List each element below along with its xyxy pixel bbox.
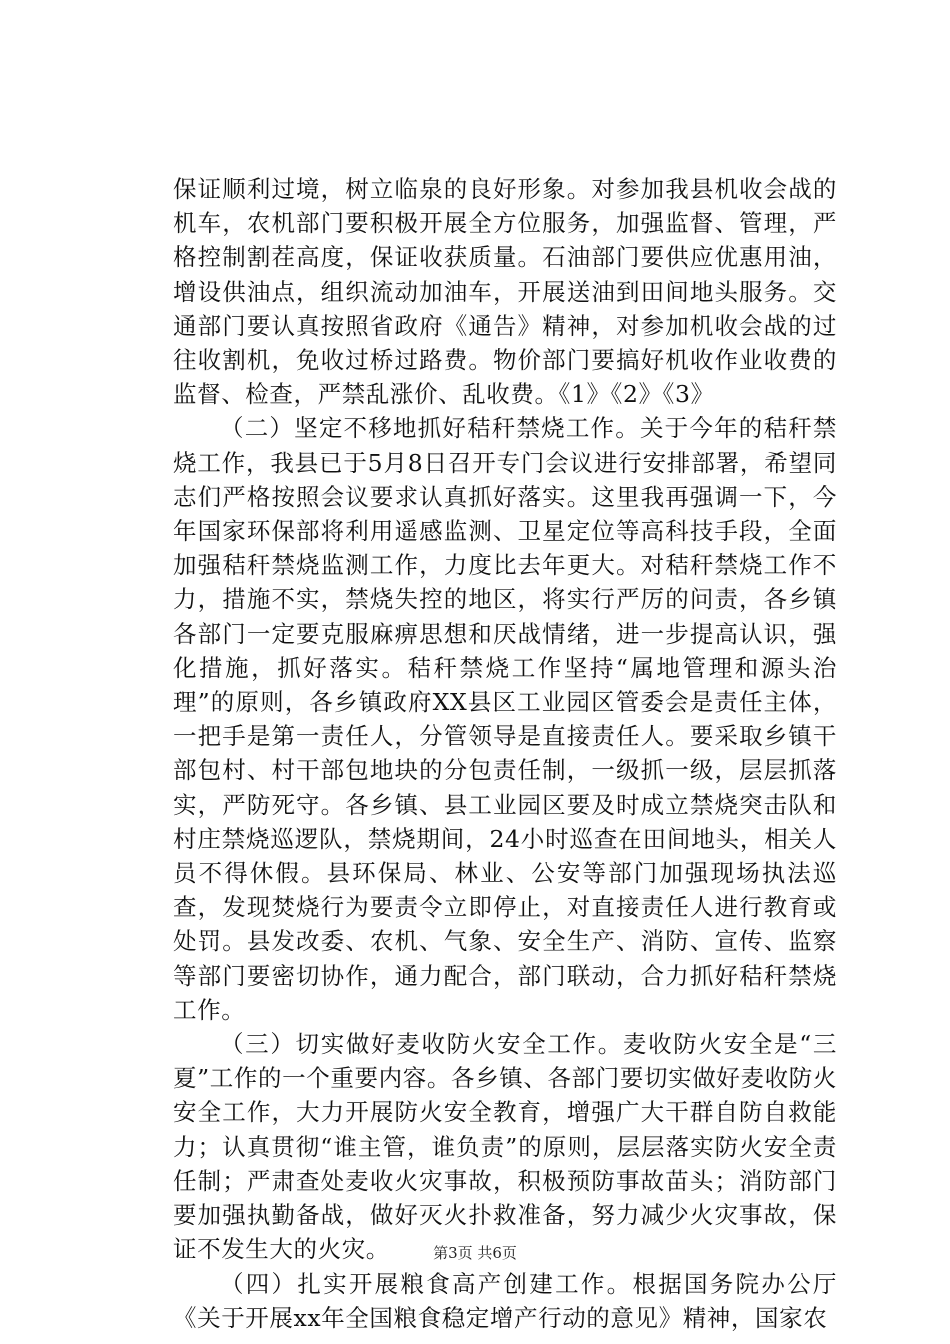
paragraph-2: （二）坚定不移地抓好秸秆禁烧工作。关于今年的秸秆禁烧工作，我县已于5月8日召开专门会议进行安排部署，希望同志们严格按照会议要求认真抓好落实。这里我再强调一下，今年国家环保部将利用遥感监测、卫星定位等高科技手段，全面加强秸秆禁烧监测工作，力度比去年更大。对秸秆禁烧工作不力，措施不实，禁烧失控的地区，将实行严厉的问责，各乡镇各部门一定要克服麻痹思想和厌战情绪，进一步提高认识，强化措施，抓好落实。秸秆禁烧工作坚持“属地管理和源头治理”的原则，各乡镇政府XX县区工业园区管委会是责任主体，一把手是第一责任人，分管领导是直接责任人。要采取乡镇干部包村、村干部包地块的分包责任制，一级抓一级，层层抓落实，严防死守。各乡镇、县工业园区要及时成立禁烧突击队和村庄禁烧巡逻队，禁烧期间，24小时巡查在田间地头，相关人员不得休假。县环保局、林业、公安等部门加强现场执法巡查，发现焚烧行为要责令立即停止，对直接责任人进行教育或处罚。县发改委、农机、气象、安全生产、消防、宣传、监察等部门要密切协作，通力配合，部门联动，合力抓好秸秆禁烧工作。 (173, 414, 837, 1024)
paragraph-1: 保证顺利过境，树立临泉的良好形象。对参加我县机收会战的机车，农机部门要积极开展全方位服务，加强监督、管理，严格控制割茬高度，保证收获质量。石油部门要供应优惠用油，增设供油点，组织流动加油车，开展送油到田间地头服务。交通部门要认真按照省政府《通告》精神，对参加机收会战的过往收割机，免收过桥过路费。物价部门要搞好机收作业收费的监督、检查，严禁乱涨价、乱收费。《1》《2》《3》 (173, 175, 837, 409)
document-body (173, 172, 837, 1335)
paragraph-3: （三）切实做好麦收防火安全工作。麦收防火安全是“三夏”工作的一个重要内容。各乡镇、各部门要切实做好麦收防火安全工作，大力开展防火安全教育，增强广大干群自防自救能力；认真贯彻“谁主管，谁负责”的原则，层层落实防火安全责任制；严肃查处麦收火灾事故，积极预防事故苗头；消防部门要加强执勤备战，做好灭火扑救准备，努力减少火灾事故，保证不发生大的火灾。 (173, 1030, 837, 1264)
page-number-footer: 第3页 共6页 (433, 1244, 517, 1262)
paragraph-4: （四）扎实开展粮食高产创建工作。根据国务院办公厅《关于开展xx年全国粮食稳定增产行动的意见》精神，国家农 (173, 1269, 837, 1332)
